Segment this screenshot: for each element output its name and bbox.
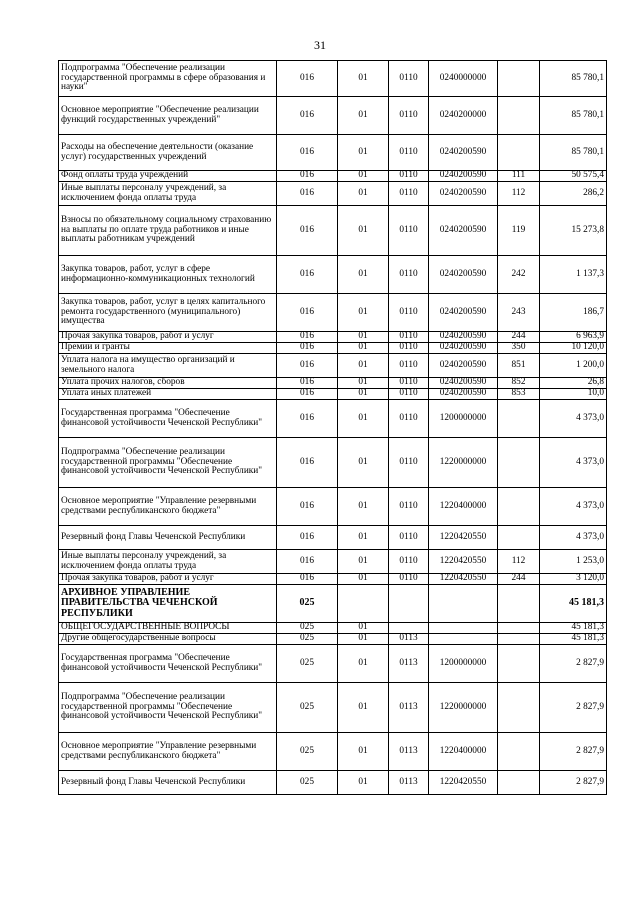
row-ved-code: 025 [277,733,338,771]
row-name: Взносы по обязательному социальному страхованию на выплаты по оплате труда работников и иные выплаты работникам учреждений [59,206,277,256]
table-row [59,61,607,97]
table-row [59,438,607,488]
row-section-code: 01 [338,733,389,771]
row-subsection-code: 0110 [389,294,429,332]
row-ved-code: 016 [277,389,338,400]
row-subsection-code: 0110 [389,256,429,294]
table-row [59,332,607,343]
table-row [59,343,607,354]
row-target-article: 1200000000 [429,645,498,683]
row-section-code: 01 [338,171,389,182]
row-target-article: 1220000000 [429,683,498,733]
row-expense-type [498,645,540,683]
row-section-code: 01 [338,526,389,550]
row-expense-type [498,526,540,550]
table-row [59,683,607,733]
row-subsection-code: 0110 [389,389,429,400]
row-name: Премии и гранты [59,343,277,354]
row-expense-type [498,97,540,135]
row-expense-type: 244 [498,332,540,343]
row-section-code: 01 [338,389,389,400]
row-ved-code: 016 [277,438,338,488]
row-subsection-code: 0110 [389,97,429,135]
row-expense-type [498,61,540,97]
row-expense-type [498,400,540,438]
row-section-code: 01 [338,574,389,585]
budget-table [58,60,607,795]
row-expense-type [498,771,540,795]
row-amount: 1 253,0 [540,550,607,574]
row-name: Уплата иных платежей [59,389,277,400]
row-amount: 85 780,1 [540,61,607,97]
row-ved-code: 016 [277,294,338,332]
row-subsection-code: 0110 [389,135,429,171]
row-amount: 1 200,0 [540,354,607,378]
table-row [59,256,607,294]
row-expense-type [498,683,540,733]
row-target-article [429,623,498,634]
row-section-code: 01 [338,438,389,488]
row-amount: 3 120,0 [540,574,607,585]
row-name: Фонд оплаты труда учреждений [59,171,277,182]
row-ved-code: 016 [277,526,338,550]
row-subsection-code: 0110 [389,400,429,438]
row-expense-type: 350 [498,343,540,354]
table-row [59,294,607,332]
row-target-article [429,634,498,645]
row-target-article: 0240200590 [429,389,498,400]
row-target-article: 1220420550 [429,526,498,550]
row-amount: 1 137,3 [540,256,607,294]
row-subsection-code: 0113 [389,634,429,645]
row-name: Закупка товаров, работ, услуг в целях капитального ремонта государственного (муниципального) имущества [59,294,277,332]
row-ved-code: 016 [277,343,338,354]
row-expense-type: 243 [498,294,540,332]
row-ved-code: 016 [277,256,338,294]
row-ved-code: 016 [277,550,338,574]
row-expense-type: 244 [498,574,540,585]
table-row [59,574,607,585]
table-row [59,645,607,683]
page-number: 31 [314,38,326,52]
row-target-article: 0240200590 [429,206,498,256]
row-name: Государственная программа "Обеспечение финансовой устойчивости Чеченской Республики" [59,645,277,683]
row-amount: 2 827,9 [540,645,607,683]
row-target-article: 0240200590 [429,343,498,354]
row-expense-type [498,585,540,623]
row-name: ОБЩЕГОСУДАРСТВЕННЫЕ ВОПРОСЫ [59,623,277,634]
row-expense-type: 111 [498,171,540,182]
row-subsection-code: 0110 [389,182,429,206]
row-name: Основное мероприятие "Управление резервными средствами республиканского бюджета" [59,488,277,526]
row-expense-type: 119 [498,206,540,256]
row-amount: 4 373,0 [540,526,607,550]
row-ved-code: 016 [277,574,338,585]
table-row [59,171,607,182]
row-section-code: 01 [338,645,389,683]
row-amount: 85 780,1 [540,97,607,135]
row-expense-type [498,438,540,488]
row-subsection-code: 0113 [389,771,429,795]
row-subsection-code: 0110 [389,354,429,378]
table-row [59,400,607,438]
row-subsection-code: 0110 [389,378,429,389]
row-subsection-code [389,585,429,623]
row-section-code: 01 [338,97,389,135]
row-amount: 10 120,0 [540,343,607,354]
row-ved-code: 016 [277,488,338,526]
row-target-article: 0240200590 [429,135,498,171]
row-subsection-code: 0110 [389,488,429,526]
row-target-article: 0240200590 [429,182,498,206]
row-expense-type [498,135,540,171]
row-subsection-code: 0110 [389,526,429,550]
row-target-article: 1200000000 [429,400,498,438]
row-ved-code: 016 [277,206,338,256]
row-name: Подпрограмма "Обеспечение реализации государственной программы "Обеспечение финансовой устойчивости Чеченской Республики" [59,438,277,488]
row-name: Государственная программа "Обеспечение финансовой устойчивости Чеченской Республики" [59,400,277,438]
row-expense-type: 242 [498,256,540,294]
row-ved-code: 025 [277,634,338,645]
row-name: Уплата прочих налогов, сборов [59,378,277,389]
row-amount: 286,2 [540,182,607,206]
row-target-article: 1220000000 [429,438,498,488]
row-expense-type [498,488,540,526]
table-row [59,97,607,135]
row-amount: 2 827,9 [540,771,607,795]
row-amount: 50 575,4 [540,171,607,182]
row-ved-code: 025 [277,771,338,795]
row-subsection-code: 0113 [389,733,429,771]
table-row [59,378,607,389]
row-amount: 26,8 [540,378,607,389]
row-amount: 85 780,1 [540,135,607,171]
table-row [59,623,607,634]
row-section-code: 01 [338,61,389,97]
row-ved-code: 016 [277,97,338,135]
row-subsection-code [389,623,429,634]
row-amount: 186,7 [540,294,607,332]
row-target-article [429,585,498,623]
row-ved-code: 016 [277,61,338,97]
table-row [59,733,607,771]
row-section-code: 01 [338,256,389,294]
row-target-article: 0240200590 [429,294,498,332]
row-amount: 4 373,0 [540,438,607,488]
row-target-article: 0240200590 [429,256,498,294]
row-expense-type [498,733,540,771]
row-subsection-code: 0110 [389,438,429,488]
row-target-article: 0240200590 [429,378,498,389]
table-row [59,488,607,526]
row-subsection-code: 0110 [389,332,429,343]
row-expense-type: 112 [498,182,540,206]
row-target-article: 0240200000 [429,97,498,135]
row-name: Подпрограмма "Обеспечение реализации государственной программы "Обеспечение финансовой устойчивости Чеченской Республики" [59,683,277,733]
row-name: Иные выплаты персоналу учреждений, за исключением фонда оплаты труда [59,182,277,206]
table-row [59,354,607,378]
row-name: Подпрограмма "Обеспечение реализации государственной программы в сфере образования и науки" [59,61,277,97]
row-name: Прочая закупка товаров, работ и услуг [59,332,277,343]
row-target-article: 0240200590 [429,354,498,378]
row-name: Резервный фонд Главы Чеченской Республики [59,771,277,795]
row-subsection-code: 0110 [389,61,429,97]
row-ved-code: 016 [277,171,338,182]
row-section-code: 01 [338,294,389,332]
row-expense-type [498,623,540,634]
table-row [59,585,607,623]
row-section-code: 01 [338,182,389,206]
row-name: Иные выплаты персоналу учреждений, за исключением фонда оплаты труда [59,550,277,574]
row-subsection-code: 0110 [389,171,429,182]
row-ved-code: 025 [277,623,338,634]
row-section-code: 01 [338,771,389,795]
row-name: Закупка товаров, работ, услуг в сфере информационно-коммуникационных технологий [59,256,277,294]
row-subsection-code: 0110 [389,550,429,574]
row-ved-code: 016 [277,354,338,378]
row-ved-code: 025 [277,645,338,683]
table-row [59,771,607,795]
row-ved-code: 016 [277,332,338,343]
row-name: Основное мероприятие "Обеспечение реализации функций государственных учреждений" [59,97,277,135]
row-target-article: 1220420550 [429,771,498,795]
row-amount: 2 827,9 [540,733,607,771]
row-section-code [338,585,389,623]
row-target-article: 1220420550 [429,550,498,574]
row-expense-type: 853 [498,389,540,400]
row-name: Другие общегосударственные вопросы [59,634,277,645]
table-row [59,206,607,256]
row-ved-code: 025 [277,683,338,733]
row-target-article: 0240200590 [429,171,498,182]
row-amount: 4 373,0 [540,488,607,526]
table-row [59,634,607,645]
row-subsection-code: 0110 [389,206,429,256]
row-ved-code: 016 [277,378,338,389]
row-section-code: 01 [338,332,389,343]
row-name: АРХИВНОЕ УПРАВЛЕНИЕ ПРАВИТЕЛЬСТВА ЧЕЧЕНСКОЙ РЕСПУБЛИКИ [59,585,277,623]
row-section-code: 01 [338,400,389,438]
row-amount: 45 181,3 [540,634,607,645]
row-name: Расходы на обеспечение деятельности (оказание услуг) государственных учреждений [59,135,277,171]
row-name: Основное мероприятие "Управление резервными средствами республиканского бюджета" [59,733,277,771]
row-expense-type [498,634,540,645]
row-target-article: 1220400000 [429,733,498,771]
table-row [59,550,607,574]
table-row [59,182,607,206]
row-expense-type: 112 [498,550,540,574]
row-expense-type: 852 [498,378,540,389]
table-row [59,389,607,400]
row-ved-code: 025 [277,585,338,623]
row-section-code: 01 [338,343,389,354]
row-section-code: 01 [338,206,389,256]
row-section-code: 01 [338,550,389,574]
row-section-code: 01 [338,634,389,645]
row-target-article: 0240000000 [429,61,498,97]
row-amount: 10,0 [540,389,607,400]
row-section-code: 01 [338,378,389,389]
table-row [59,526,607,550]
table-row [59,135,607,171]
row-target-article: 1220420550 [429,574,498,585]
row-name: Уплата налога на имущество организаций и земельного налога [59,354,277,378]
row-target-article: 1220400000 [429,488,498,526]
row-subsection-code: 0110 [389,343,429,354]
row-subsection-code: 0113 [389,683,429,733]
row-section-code: 01 [338,623,389,634]
row-subsection-code: 0113 [389,645,429,683]
row-ved-code: 016 [277,135,338,171]
row-subsection-code: 0110 [389,574,429,585]
row-section-code: 01 [338,683,389,733]
row-section-code: 01 [338,488,389,526]
row-amount: 4 373,0 [540,400,607,438]
row-section-code: 01 [338,354,389,378]
row-name: Резервный фонд Главы Чеченской Республики [59,526,277,550]
row-amount: 15 273,8 [540,206,607,256]
row-amount: 2 827,9 [540,683,607,733]
budget-table-body [59,61,607,795]
row-amount: 45 181,3 [540,585,607,623]
row-section-code: 01 [338,135,389,171]
row-expense-type: 851 [498,354,540,378]
row-ved-code: 016 [277,400,338,438]
row-amount: 6 963,9 [540,332,607,343]
row-amount: 45 181,3 [540,623,607,634]
row-target-article: 0240200590 [429,332,498,343]
row-name: Прочая закупка товаров, работ и услуг [59,574,277,585]
row-ved-code: 016 [277,182,338,206]
